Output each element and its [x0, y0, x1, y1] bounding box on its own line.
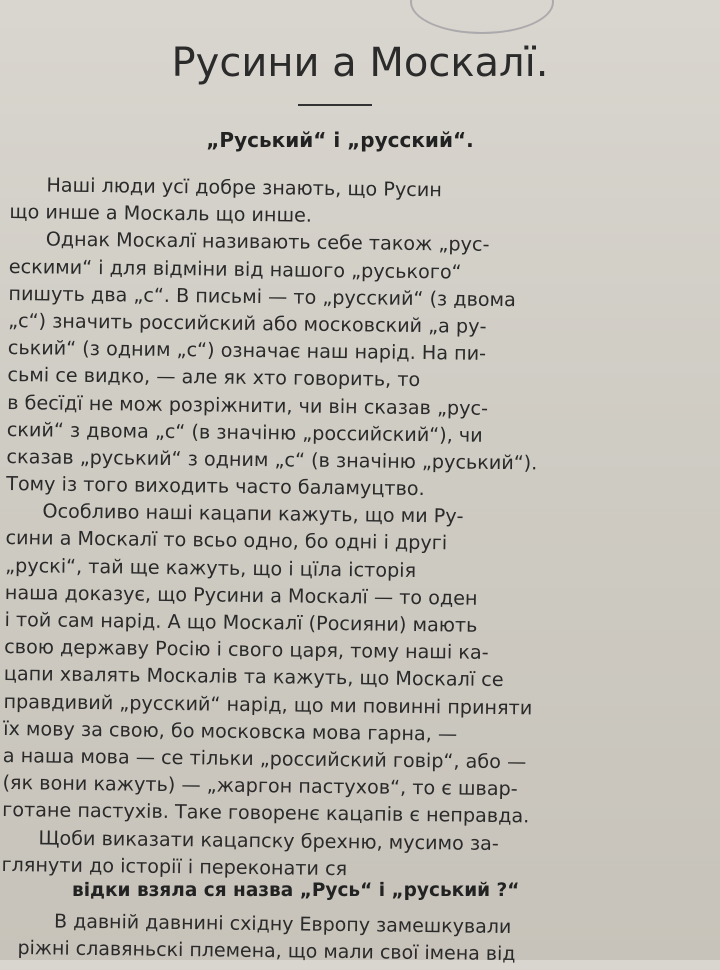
text-line: Однак Москалї називають себе також „рус-: [9, 227, 490, 257]
page-title: Русини а Москалї.: [171, 40, 549, 86]
text-line: ський“ (з одним „с“) означає наш нарід. На пи-: [7, 336, 487, 365]
text-line: ский“ з двома „с“ (в значіню „российский“), чи: [6, 417, 483, 447]
text-line: пишуть два „с“. В письмі — то „русский“ (з двома: [8, 281, 517, 311]
body-text: [1, 171, 690, 886]
text-line: наша доказує, що Русини а Москалї — то оден: [4, 580, 478, 610]
text-line: і той сам нарід. А що Москалї (Росияни) мають: [4, 607, 478, 637]
text-line: в бесїдї не мож розріжнити, чи він сказав „рус-: [7, 390, 489, 420]
text-line: готане пастухів. Таке говоренє кацапів є неправда.: [2, 798, 530, 828]
tail-text: [17, 908, 658, 970]
text-line: сказав „руський“ з одним „с“ (в значіню „руський“).: [6, 444, 538, 475]
text-line: а наша мова — се тільки „российский говір“, або —: [2, 743, 527, 774]
text-line: Щоби виказати кацапску брехню, мусимо за-: [1, 825, 499, 855]
text-line: сини а Москалї то всьо одно, бо одні і другі: [5, 526, 448, 555]
library-stamp: [410, 0, 554, 34]
text-line: Тому із того виходить часто баламуцтво.: [6, 472, 425, 501]
text-line: сьмі се видко, — але як хто говорить, то: [7, 363, 421, 392]
text-line: цапи хвалять Москалів та кажуть, що Москалї се: [3, 662, 504, 692]
text-line: глянути до історії і переконати ся: [1, 852, 348, 880]
text-line: ріжні славяньскі племена, що мали свої імена від: [17, 936, 516, 966]
text-line: „рускі“, тай ще кажуть, що і цїла історія: [5, 553, 417, 582]
text-line: ескими“ і для відміни від нашого „руського“: [8, 254, 462, 284]
text-line: (як вони кажуть) — „жаргон пастухов“, то є швар-: [2, 771, 518, 801]
text-line: свою державу Росію і свого царя, тому наші ка-: [4, 635, 489, 665]
text-line: Наші люди усї добре знають, що Русин: [9, 172, 442, 202]
text-line: В давній давнині східну Европу замешкували: [17, 909, 512, 939]
text-line: що инше а Москаль що инше.: [9, 200, 313, 227]
section-heading: відки взяла ся назва „Русь“ і „руський ?“: [72, 880, 520, 901]
subtitle: „Руський“ і „русский“.: [206, 128, 474, 152]
text-line: правдивий „русский“ нарід, що ми повинні приняти: [3, 689, 533, 719]
title-divider: [298, 104, 372, 106]
text-line: „с“) значить российский або московский „а ру-: [8, 308, 487, 338]
text-line: Особливо наші кацапи кажуть, що ми Ру-: [5, 499, 464, 528]
text-line: їх мову за свою, бо московска мова гарна, —: [3, 716, 458, 746]
